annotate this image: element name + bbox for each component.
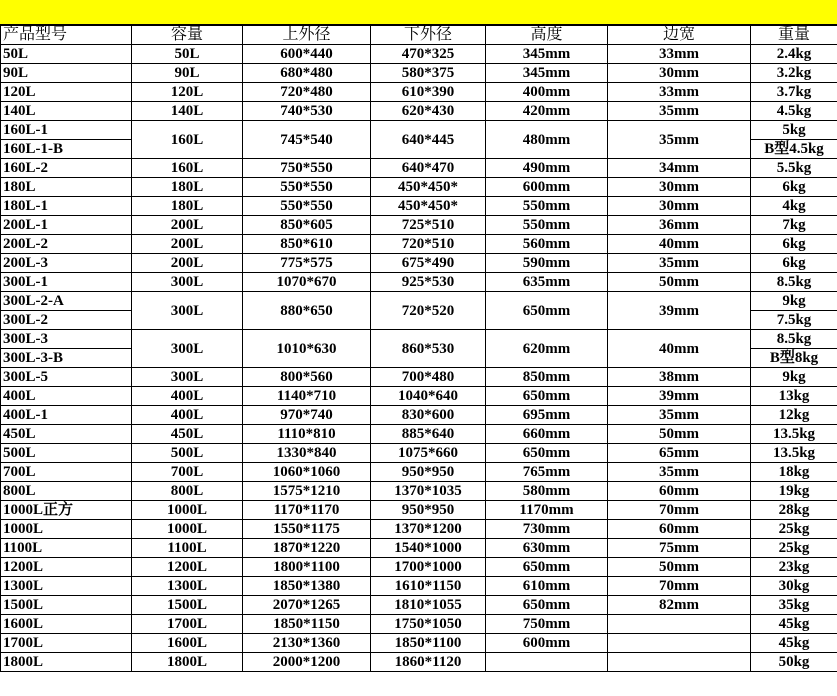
cell-capacity: 180L bbox=[132, 197, 243, 216]
table-row bbox=[1, 235, 837, 254]
cell-bottom-diameter: 1370*1035 bbox=[371, 482, 486, 501]
cell-capacity: 1500L bbox=[132, 596, 243, 615]
product-spec-table bbox=[0, 25, 837, 672]
cell-height: 650mm bbox=[486, 596, 608, 615]
cell-height: 490mm bbox=[486, 159, 608, 178]
cell-model: 300L-2-A bbox=[1, 292, 132, 311]
table-row bbox=[1, 273, 837, 292]
cell-weight: 18kg bbox=[751, 463, 837, 482]
cell-edge-width: 34mm bbox=[608, 159, 751, 178]
cell-weight: 23kg bbox=[751, 558, 837, 577]
cell-weight: 45kg bbox=[751, 615, 837, 634]
cell-model: 1000L bbox=[1, 520, 132, 539]
cell-bottom-diameter: 1370*1200 bbox=[371, 520, 486, 539]
cell-height bbox=[486, 653, 608, 672]
cell-model: 1800L bbox=[1, 653, 132, 672]
cell-bottom-diameter: 470*325 bbox=[371, 45, 486, 64]
cell-weight: 2.4kg bbox=[751, 45, 837, 64]
cell-top-diameter: 1010*630 bbox=[243, 330, 371, 368]
table-row bbox=[1, 45, 837, 64]
cell-top-diameter: 1800*1100 bbox=[243, 558, 371, 577]
cell-bottom-diameter: 1860*1120 bbox=[371, 653, 486, 672]
cell-capacity: 1200L bbox=[132, 558, 243, 577]
cell-top-diameter: 745*540 bbox=[243, 121, 371, 159]
cell-top-diameter: 1850*1150 bbox=[243, 615, 371, 634]
cell-top-diameter: 1170*1170 bbox=[243, 501, 371, 520]
cell-bottom-diameter: 580*375 bbox=[371, 64, 486, 83]
table-row bbox=[1, 83, 837, 102]
cell-capacity: 300L bbox=[132, 330, 243, 368]
cell-height: 610mm bbox=[486, 577, 608, 596]
cell-edge-width: 30mm bbox=[608, 64, 751, 83]
cell-edge-width: 33mm bbox=[608, 45, 751, 64]
cell-edge-width: 35mm bbox=[608, 121, 751, 159]
cell-model: 1700L bbox=[1, 634, 132, 653]
cell-weight: B型4.5kg bbox=[751, 140, 837, 159]
cell-edge-width: 35mm bbox=[608, 254, 751, 273]
cell-edge-width: 50mm bbox=[608, 425, 751, 444]
cell-edge-width: 39mm bbox=[608, 292, 751, 330]
cell-weight: 4.5kg bbox=[751, 102, 837, 121]
cell-top-diameter: 550*550 bbox=[243, 197, 371, 216]
cell-top-diameter: 740*530 bbox=[243, 102, 371, 121]
cell-top-diameter: 850*610 bbox=[243, 235, 371, 254]
header-bottom-diameter: 下外径 bbox=[371, 26, 486, 45]
cell-model: 90L bbox=[1, 64, 132, 83]
cell-height: 600mm bbox=[486, 178, 608, 197]
cell-model: 160L-1 bbox=[1, 121, 132, 140]
cell-height: 750mm bbox=[486, 615, 608, 634]
cell-weight: 28kg bbox=[751, 501, 837, 520]
table-row bbox=[1, 520, 837, 539]
cell-height: 560mm bbox=[486, 235, 608, 254]
cell-bottom-diameter: 675*490 bbox=[371, 254, 486, 273]
table-row bbox=[1, 368, 837, 387]
cell-weight: 7kg bbox=[751, 216, 837, 235]
cell-top-diameter: 1060*1060 bbox=[243, 463, 371, 482]
table-row bbox=[1, 425, 837, 444]
cell-capacity: 1000L bbox=[132, 501, 243, 520]
cell-capacity: 1100L bbox=[132, 539, 243, 558]
cell-height: 550mm bbox=[486, 197, 608, 216]
cell-capacity: 200L bbox=[132, 254, 243, 273]
cell-edge-width: 30mm bbox=[608, 197, 751, 216]
cell-edge-width: 33mm bbox=[608, 83, 751, 102]
cell-height: 550mm bbox=[486, 216, 608, 235]
yellow-title-bar bbox=[0, 0, 837, 25]
cell-bottom-diameter: 830*600 bbox=[371, 406, 486, 425]
cell-bottom-diameter: 620*430 bbox=[371, 102, 486, 121]
cell-top-diameter: 850*605 bbox=[243, 216, 371, 235]
cell-capacity: 300L bbox=[132, 292, 243, 330]
cell-weight: 35kg bbox=[751, 596, 837, 615]
cell-edge-width: 70mm bbox=[608, 501, 751, 520]
cell-top-diameter: 2000*1200 bbox=[243, 653, 371, 672]
cell-model: 300L-2 bbox=[1, 311, 132, 330]
cell-model: 50L bbox=[1, 45, 132, 64]
header-height: 高度 bbox=[486, 26, 608, 45]
cell-top-diameter: 680*480 bbox=[243, 64, 371, 83]
cell-bottom-diameter: 885*640 bbox=[371, 425, 486, 444]
cell-edge-width: 39mm bbox=[608, 387, 751, 406]
cell-height: 620mm bbox=[486, 330, 608, 368]
table-row bbox=[1, 330, 837, 349]
cell-capacity: 500L bbox=[132, 444, 243, 463]
cell-model: 200L-2 bbox=[1, 235, 132, 254]
cell-model: 140L bbox=[1, 102, 132, 121]
cell-top-diameter: 1550*1175 bbox=[243, 520, 371, 539]
table-row bbox=[1, 178, 837, 197]
cell-capacity: 450L bbox=[132, 425, 243, 444]
cell-edge-width: 40mm bbox=[608, 235, 751, 254]
cell-height: 650mm bbox=[486, 292, 608, 330]
table-row bbox=[1, 558, 837, 577]
cell-top-diameter: 600*440 bbox=[243, 45, 371, 64]
cell-weight: 6kg bbox=[751, 254, 837, 273]
cell-capacity: 50L bbox=[132, 45, 243, 64]
cell-capacity: 90L bbox=[132, 64, 243, 83]
cell-model: 1200L bbox=[1, 558, 132, 577]
cell-top-diameter: 1870*1220 bbox=[243, 539, 371, 558]
cell-model: 700L bbox=[1, 463, 132, 482]
table-row bbox=[1, 387, 837, 406]
cell-weight: 4kg bbox=[751, 197, 837, 216]
cell-capacity: 400L bbox=[132, 387, 243, 406]
cell-edge-width: 38mm bbox=[608, 368, 751, 387]
cell-model: 450L bbox=[1, 425, 132, 444]
cell-weight: 9kg bbox=[751, 292, 837, 311]
cell-model: 1600L bbox=[1, 615, 132, 634]
table-row bbox=[1, 159, 837, 178]
cell-bottom-diameter: 720*510 bbox=[371, 235, 486, 254]
cell-edge-width: 82mm bbox=[608, 596, 751, 615]
cell-capacity: 160L bbox=[132, 121, 243, 159]
cell-bottom-diameter: 450*450* bbox=[371, 178, 486, 197]
cell-height: 600mm bbox=[486, 634, 608, 653]
cell-height: 480mm bbox=[486, 121, 608, 159]
cell-model: 300L-1 bbox=[1, 273, 132, 292]
cell-height: 400mm bbox=[486, 83, 608, 102]
cell-capacity: 1300L bbox=[132, 577, 243, 596]
cell-top-diameter: 720*480 bbox=[243, 83, 371, 102]
cell-capacity: 1600L bbox=[132, 634, 243, 653]
cell-weight: 8.5kg bbox=[751, 273, 837, 292]
table-row bbox=[1, 501, 837, 520]
cell-capacity: 200L bbox=[132, 235, 243, 254]
cell-bottom-diameter: 1075*660 bbox=[371, 444, 486, 463]
cell-height: 635mm bbox=[486, 273, 608, 292]
cell-capacity: 300L bbox=[132, 273, 243, 292]
cell-edge-width bbox=[608, 615, 751, 634]
table-body bbox=[1, 45, 837, 672]
cell-model: 180L bbox=[1, 178, 132, 197]
cell-capacity: 1700L bbox=[132, 615, 243, 634]
cell-top-diameter: 880*650 bbox=[243, 292, 371, 330]
cell-weight: 12kg bbox=[751, 406, 837, 425]
cell-model: 120L bbox=[1, 83, 132, 102]
cell-top-diameter: 2130*1360 bbox=[243, 634, 371, 653]
cell-capacity: 160L bbox=[132, 159, 243, 178]
cell-height: 650mm bbox=[486, 558, 608, 577]
table-row bbox=[1, 653, 837, 672]
cell-weight: 25kg bbox=[751, 539, 837, 558]
header-capacity: 容量 bbox=[132, 26, 243, 45]
cell-bottom-diameter: 1540*1000 bbox=[371, 539, 486, 558]
cell-top-diameter: 1110*810 bbox=[243, 425, 371, 444]
cell-model: 160L-1-B bbox=[1, 140, 132, 159]
cell-height: 660mm bbox=[486, 425, 608, 444]
cell-bottom-diameter: 1810*1055 bbox=[371, 596, 486, 615]
table-row bbox=[1, 596, 837, 615]
cell-top-diameter: 1330*840 bbox=[243, 444, 371, 463]
cell-top-diameter: 970*740 bbox=[243, 406, 371, 425]
cell-bottom-diameter: 450*450* bbox=[371, 197, 486, 216]
cell-height: 590mm bbox=[486, 254, 608, 273]
cell-edge-width bbox=[608, 653, 751, 672]
cell-edge-width: 70mm bbox=[608, 577, 751, 596]
cell-model: 300L-3 bbox=[1, 330, 132, 349]
cell-height: 850mm bbox=[486, 368, 608, 387]
cell-capacity: 180L bbox=[132, 178, 243, 197]
cell-model: 400L bbox=[1, 387, 132, 406]
cell-weight: 3.7kg bbox=[751, 83, 837, 102]
cell-bottom-diameter: 720*520 bbox=[371, 292, 486, 330]
cell-capacity: 1800L bbox=[132, 653, 243, 672]
cell-weight: 9kg bbox=[751, 368, 837, 387]
cell-weight: 25kg bbox=[751, 520, 837, 539]
table-row bbox=[1, 444, 837, 463]
table-row bbox=[1, 634, 837, 653]
table-row bbox=[1, 539, 837, 558]
cell-height: 420mm bbox=[486, 102, 608, 121]
cell-bottom-diameter: 640*445 bbox=[371, 121, 486, 159]
cell-bottom-diameter: 950*950 bbox=[371, 501, 486, 520]
table-row bbox=[1, 406, 837, 425]
cell-bottom-diameter: 640*470 bbox=[371, 159, 486, 178]
cell-bottom-diameter: 1700*1000 bbox=[371, 558, 486, 577]
cell-weight: 50kg bbox=[751, 653, 837, 672]
cell-edge-width: 60mm bbox=[608, 520, 751, 539]
cell-model: 1300L bbox=[1, 577, 132, 596]
cell-height: 765mm bbox=[486, 463, 608, 482]
cell-model: 400L-1 bbox=[1, 406, 132, 425]
header-row bbox=[1, 26, 837, 45]
header-edge-width: 边宽 bbox=[608, 26, 751, 45]
cell-edge-width: 35mm bbox=[608, 406, 751, 425]
cell-weight: 5kg bbox=[751, 121, 837, 140]
cell-height: 345mm bbox=[486, 45, 608, 64]
cell-edge-width: 50mm bbox=[608, 558, 751, 577]
cell-model: 160L-2 bbox=[1, 159, 132, 178]
cell-weight: 6kg bbox=[751, 178, 837, 197]
table-row bbox=[1, 216, 837, 235]
cell-bottom-diameter: 610*390 bbox=[371, 83, 486, 102]
cell-height: 730mm bbox=[486, 520, 608, 539]
cell-top-diameter: 1140*710 bbox=[243, 387, 371, 406]
cell-height: 695mm bbox=[486, 406, 608, 425]
cell-edge-width: 36mm bbox=[608, 216, 751, 235]
cell-height: 650mm bbox=[486, 444, 608, 463]
cell-weight: 6kg bbox=[751, 235, 837, 254]
table-row bbox=[1, 482, 837, 501]
cell-weight: 13kg bbox=[751, 387, 837, 406]
cell-height: 1170mm bbox=[486, 501, 608, 520]
cell-model: 200L-3 bbox=[1, 254, 132, 273]
cell-capacity: 400L bbox=[132, 406, 243, 425]
header-weight: 重量 bbox=[751, 26, 837, 45]
cell-edge-width: 30mm bbox=[608, 178, 751, 197]
cell-top-diameter: 1575*1210 bbox=[243, 482, 371, 501]
cell-capacity: 300L bbox=[132, 368, 243, 387]
cell-bottom-diameter: 700*480 bbox=[371, 368, 486, 387]
cell-capacity: 120L bbox=[132, 83, 243, 102]
cell-weight: 7.5kg bbox=[751, 311, 837, 330]
cell-top-diameter: 775*575 bbox=[243, 254, 371, 273]
table-row bbox=[1, 102, 837, 121]
cell-top-diameter: 1070*670 bbox=[243, 273, 371, 292]
cell-weight: 8.5kg bbox=[751, 330, 837, 349]
cell-weight: 19kg bbox=[751, 482, 837, 501]
cell-top-diameter: 550*550 bbox=[243, 178, 371, 197]
table-row bbox=[1, 615, 837, 634]
cell-model: 300L-3-B bbox=[1, 349, 132, 368]
cell-edge-width: 35mm bbox=[608, 102, 751, 121]
table-row bbox=[1, 254, 837, 273]
cell-model: 200L-1 bbox=[1, 216, 132, 235]
cell-height: 580mm bbox=[486, 482, 608, 501]
cell-model: 1000L正方 bbox=[1, 501, 132, 520]
cell-capacity: 140L bbox=[132, 102, 243, 121]
cell-top-diameter: 800*560 bbox=[243, 368, 371, 387]
cell-edge-width: 35mm bbox=[608, 463, 751, 482]
table-row bbox=[1, 292, 837, 311]
cell-edge-width: 75mm bbox=[608, 539, 751, 558]
header-model: 产品型号 bbox=[1, 26, 132, 45]
cell-capacity: 700L bbox=[132, 463, 243, 482]
cell-edge-width bbox=[608, 634, 751, 653]
cell-bottom-diameter: 1850*1100 bbox=[371, 634, 486, 653]
cell-model: 300L-5 bbox=[1, 368, 132, 387]
cell-weight: 5.5kg bbox=[751, 159, 837, 178]
table-row bbox=[1, 463, 837, 482]
cell-edge-width: 60mm bbox=[608, 482, 751, 501]
cell-edge-width: 50mm bbox=[608, 273, 751, 292]
cell-height: 345mm bbox=[486, 64, 608, 83]
cell-model: 800L bbox=[1, 482, 132, 501]
cell-bottom-diameter: 1610*1150 bbox=[371, 577, 486, 596]
cell-bottom-diameter: 925*530 bbox=[371, 273, 486, 292]
cell-top-diameter: 1850*1380 bbox=[243, 577, 371, 596]
cell-model: 1500L bbox=[1, 596, 132, 615]
cell-bottom-diameter: 860*530 bbox=[371, 330, 486, 368]
cell-top-diameter: 2070*1265 bbox=[243, 596, 371, 615]
cell-capacity: 200L bbox=[132, 216, 243, 235]
table-row bbox=[1, 64, 837, 83]
cell-weight: 13.5kg bbox=[751, 425, 837, 444]
cell-edge-width: 40mm bbox=[608, 330, 751, 368]
cell-weight: 13.5kg bbox=[751, 444, 837, 463]
cell-weight: 30kg bbox=[751, 577, 837, 596]
cell-bottom-diameter: 725*510 bbox=[371, 216, 486, 235]
cell-height: 630mm bbox=[486, 539, 608, 558]
cell-weight: 3.2kg bbox=[751, 64, 837, 83]
table-row bbox=[1, 121, 837, 140]
cell-bottom-diameter: 950*950 bbox=[371, 463, 486, 482]
cell-weight: B型8kg bbox=[751, 349, 837, 368]
cell-capacity: 800L bbox=[132, 482, 243, 501]
table-row bbox=[1, 577, 837, 596]
cell-model: 180L-1 bbox=[1, 197, 132, 216]
header-top-diameter: 上外径 bbox=[243, 26, 371, 45]
cell-capacity: 1000L bbox=[132, 520, 243, 539]
cell-model: 500L bbox=[1, 444, 132, 463]
cell-bottom-diameter: 1750*1050 bbox=[371, 615, 486, 634]
cell-model: 1100L bbox=[1, 539, 132, 558]
cell-bottom-diameter: 1040*640 bbox=[371, 387, 486, 406]
cell-height: 650mm bbox=[486, 387, 608, 406]
cell-top-diameter: 750*550 bbox=[243, 159, 371, 178]
cell-weight: 45kg bbox=[751, 634, 837, 653]
cell-edge-width: 65mm bbox=[608, 444, 751, 463]
table-row bbox=[1, 197, 837, 216]
